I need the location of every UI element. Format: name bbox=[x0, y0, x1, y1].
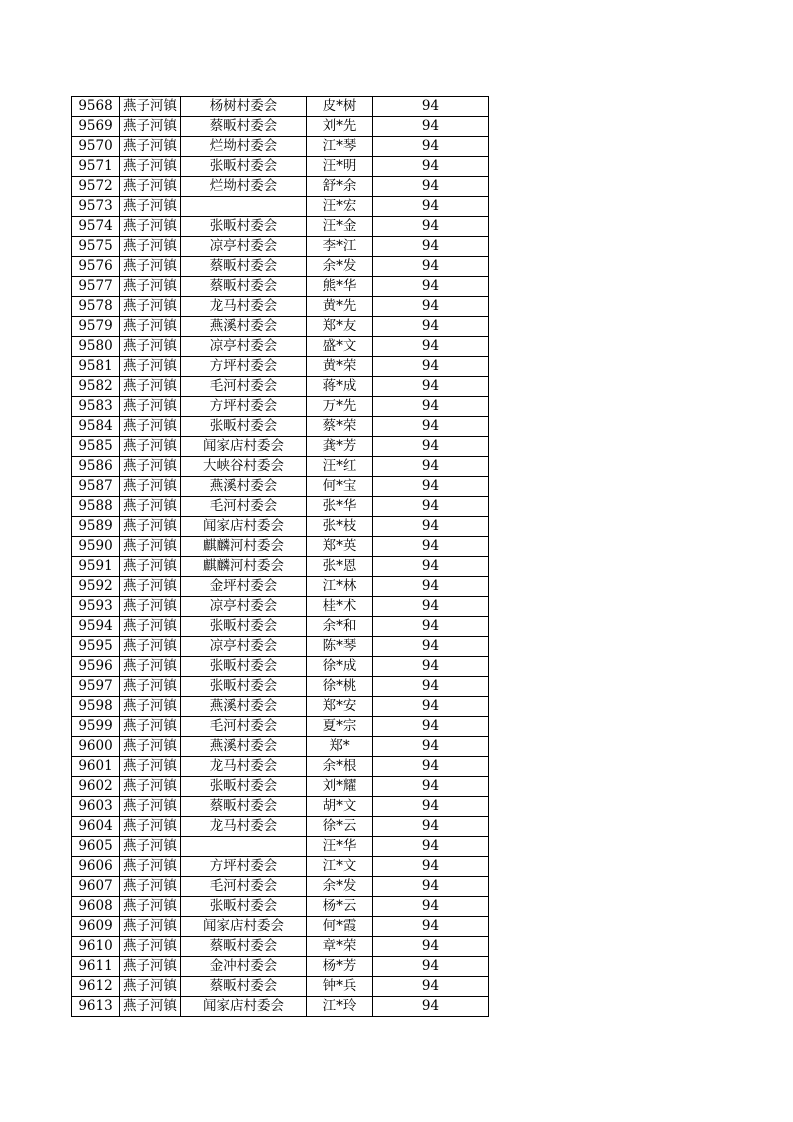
town-cell: 燕子河镇 bbox=[120, 97, 181, 117]
town-cell: 燕子河镇 bbox=[120, 917, 181, 937]
name-cell: 余*根 bbox=[307, 757, 373, 777]
town-cell: 燕子河镇 bbox=[120, 517, 181, 537]
name-cell: 桂*术 bbox=[307, 597, 373, 617]
village-cell: 大峡谷村委会 bbox=[181, 457, 307, 477]
town-cell: 燕子河镇 bbox=[120, 397, 181, 417]
score-cell: 94 bbox=[373, 317, 489, 337]
village-cell: 凉亭村委会 bbox=[181, 237, 307, 257]
name-cell: 江*文 bbox=[307, 857, 373, 877]
score-cell: 94 bbox=[373, 937, 489, 957]
table-row bbox=[72, 937, 489, 957]
village-cell: 龙马村委会 bbox=[181, 757, 307, 777]
village-cell: 闻家店村委会 bbox=[181, 997, 307, 1017]
village-cell: 燕溪村委会 bbox=[181, 697, 307, 717]
town-cell: 燕子河镇 bbox=[120, 677, 181, 697]
row-number: 9580 bbox=[72, 337, 120, 357]
village-cell: 烂坳村委会 bbox=[181, 137, 307, 157]
name-cell: 胡*文 bbox=[307, 797, 373, 817]
table-row bbox=[72, 357, 489, 377]
village-cell: 张畈村委会 bbox=[181, 657, 307, 677]
village-cell: 闻家店村委会 bbox=[181, 437, 307, 457]
score-cell: 94 bbox=[373, 597, 489, 617]
score-cell: 94 bbox=[373, 517, 489, 537]
row-number: 9600 bbox=[72, 737, 120, 757]
score-cell: 94 bbox=[373, 877, 489, 897]
row-number: 9610 bbox=[72, 937, 120, 957]
town-cell: 燕子河镇 bbox=[120, 217, 181, 237]
score-cell: 94 bbox=[373, 337, 489, 357]
town-cell: 燕子河镇 bbox=[120, 697, 181, 717]
town-cell: 燕子河镇 bbox=[120, 797, 181, 817]
row-number: 9602 bbox=[72, 777, 120, 797]
town-cell: 燕子河镇 bbox=[120, 757, 181, 777]
row-number: 9604 bbox=[72, 817, 120, 837]
village-cell: 蔡畈村委会 bbox=[181, 257, 307, 277]
data-table bbox=[71, 96, 489, 1017]
table-row bbox=[72, 617, 489, 637]
table-row bbox=[72, 717, 489, 737]
village-cell: 杨树村委会 bbox=[181, 97, 307, 117]
score-cell: 94 bbox=[373, 637, 489, 657]
row-number: 9569 bbox=[72, 117, 120, 137]
village-cell: 凉亭村委会 bbox=[181, 337, 307, 357]
table-row bbox=[72, 257, 489, 277]
town-cell: 燕子河镇 bbox=[120, 417, 181, 437]
score-cell: 94 bbox=[373, 497, 489, 517]
town-cell: 燕子河镇 bbox=[120, 317, 181, 337]
town-cell: 燕子河镇 bbox=[120, 597, 181, 617]
row-number: 9585 bbox=[72, 437, 120, 457]
village-cell: 蔡畈村委会 bbox=[181, 797, 307, 817]
score-cell: 94 bbox=[373, 277, 489, 297]
name-cell: 张*枝 bbox=[307, 517, 373, 537]
table-row bbox=[72, 157, 489, 177]
name-cell: 熊*华 bbox=[307, 277, 373, 297]
table-row bbox=[72, 817, 489, 837]
village-cell: 张畈村委会 bbox=[181, 897, 307, 917]
table-row bbox=[72, 97, 489, 117]
score-cell: 94 bbox=[373, 217, 489, 237]
village-cell: 麒麟河村委会 bbox=[181, 537, 307, 557]
table-row bbox=[72, 237, 489, 257]
table-row bbox=[72, 117, 489, 137]
score-cell: 94 bbox=[373, 237, 489, 257]
score-cell: 94 bbox=[373, 437, 489, 457]
name-cell: 汪*华 bbox=[307, 837, 373, 857]
row-number: 9601 bbox=[72, 757, 120, 777]
table-row bbox=[72, 917, 489, 937]
score-cell: 94 bbox=[373, 677, 489, 697]
name-cell: 江*琴 bbox=[307, 137, 373, 157]
town-cell: 燕子河镇 bbox=[120, 437, 181, 457]
table-row bbox=[72, 877, 489, 897]
score-cell: 94 bbox=[373, 777, 489, 797]
village-cell: 闻家店村委会 bbox=[181, 517, 307, 537]
town-cell: 燕子河镇 bbox=[120, 997, 181, 1017]
row-number: 9599 bbox=[72, 717, 120, 737]
table-row bbox=[72, 697, 489, 717]
score-cell: 94 bbox=[373, 837, 489, 857]
row-number: 9592 bbox=[72, 577, 120, 597]
town-cell: 燕子河镇 bbox=[120, 357, 181, 377]
town-cell: 燕子河镇 bbox=[120, 297, 181, 317]
village-cell: 毛河村委会 bbox=[181, 717, 307, 737]
row-number: 9607 bbox=[72, 877, 120, 897]
table-row bbox=[72, 177, 489, 197]
town-cell: 燕子河镇 bbox=[120, 497, 181, 517]
village-cell: 蔡畈村委会 bbox=[181, 937, 307, 957]
town-cell: 燕子河镇 bbox=[120, 977, 181, 997]
row-number: 9596 bbox=[72, 657, 120, 677]
table-row bbox=[72, 337, 489, 357]
name-cell: 徐*成 bbox=[307, 657, 373, 677]
name-cell: 郑* bbox=[307, 737, 373, 757]
village-cell: 方坪村委会 bbox=[181, 397, 307, 417]
score-cell: 94 bbox=[373, 537, 489, 557]
village-cell: 麒麟河村委会 bbox=[181, 557, 307, 577]
village-cell: 毛河村委会 bbox=[181, 377, 307, 397]
name-cell: 郑*英 bbox=[307, 537, 373, 557]
town-cell: 燕子河镇 bbox=[120, 957, 181, 977]
name-cell: 钟*兵 bbox=[307, 977, 373, 997]
town-cell: 燕子河镇 bbox=[120, 197, 181, 217]
row-number: 9572 bbox=[72, 177, 120, 197]
table-row bbox=[72, 897, 489, 917]
town-cell: 燕子河镇 bbox=[120, 877, 181, 897]
row-number: 9583 bbox=[72, 397, 120, 417]
table-row bbox=[72, 857, 489, 877]
row-number: 9574 bbox=[72, 217, 120, 237]
town-cell: 燕子河镇 bbox=[120, 777, 181, 797]
table-row bbox=[72, 737, 489, 757]
name-cell: 何*霞 bbox=[307, 917, 373, 937]
table-row bbox=[72, 577, 489, 597]
score-cell: 94 bbox=[373, 197, 489, 217]
town-cell: 燕子河镇 bbox=[120, 537, 181, 557]
name-cell: 蔡*荣 bbox=[307, 417, 373, 437]
town-cell: 燕子河镇 bbox=[120, 177, 181, 197]
table-row bbox=[72, 137, 489, 157]
name-cell: 陈*琴 bbox=[307, 637, 373, 657]
score-cell: 94 bbox=[373, 977, 489, 997]
village-cell: 蔡畈村委会 bbox=[181, 277, 307, 297]
row-number: 9590 bbox=[72, 537, 120, 557]
row-number: 9577 bbox=[72, 277, 120, 297]
row-number: 9594 bbox=[72, 617, 120, 637]
table-row bbox=[72, 437, 489, 457]
score-cell: 94 bbox=[373, 617, 489, 637]
name-cell: 汪*红 bbox=[307, 457, 373, 477]
score-cell: 94 bbox=[373, 897, 489, 917]
table-row bbox=[72, 637, 489, 657]
score-cell: 94 bbox=[373, 297, 489, 317]
village-cell: 毛河村委会 bbox=[181, 497, 307, 517]
name-cell: 张*恩 bbox=[307, 557, 373, 577]
town-cell: 燕子河镇 bbox=[120, 257, 181, 277]
table-row bbox=[72, 837, 489, 857]
village-cell: 闻家店村委会 bbox=[181, 917, 307, 937]
village-cell: 龙马村委会 bbox=[181, 297, 307, 317]
town-cell: 燕子河镇 bbox=[120, 337, 181, 357]
table-row bbox=[72, 497, 489, 517]
village-cell: 凉亭村委会 bbox=[181, 597, 307, 617]
name-cell: 余*发 bbox=[307, 257, 373, 277]
score-cell: 94 bbox=[373, 797, 489, 817]
village-cell: 方坪村委会 bbox=[181, 357, 307, 377]
village-cell: 张畈村委会 bbox=[181, 777, 307, 797]
row-number: 9575 bbox=[72, 237, 120, 257]
village-cell: 张畈村委会 bbox=[181, 417, 307, 437]
name-cell: 万*先 bbox=[307, 397, 373, 417]
row-number: 9593 bbox=[72, 597, 120, 617]
name-cell: 余*和 bbox=[307, 617, 373, 637]
row-number: 9588 bbox=[72, 497, 120, 517]
village-cell bbox=[181, 197, 307, 217]
table-row bbox=[72, 477, 489, 497]
score-cell: 94 bbox=[373, 417, 489, 437]
row-number: 9606 bbox=[72, 857, 120, 877]
table-row bbox=[72, 977, 489, 997]
name-cell: 黄*先 bbox=[307, 297, 373, 317]
score-cell: 94 bbox=[373, 737, 489, 757]
table-row bbox=[72, 217, 489, 237]
score-cell: 94 bbox=[373, 477, 489, 497]
table-row bbox=[72, 397, 489, 417]
table-row bbox=[72, 417, 489, 437]
score-cell: 94 bbox=[373, 377, 489, 397]
score-cell: 94 bbox=[373, 117, 489, 137]
row-number: 9612 bbox=[72, 977, 120, 997]
village-cell: 张畈村委会 bbox=[181, 617, 307, 637]
table-row bbox=[72, 957, 489, 977]
table-body bbox=[72, 97, 489, 1017]
town-cell: 燕子河镇 bbox=[120, 277, 181, 297]
name-cell: 郑*友 bbox=[307, 317, 373, 337]
village-cell: 方坪村委会 bbox=[181, 857, 307, 877]
village-cell: 蔡畈村委会 bbox=[181, 977, 307, 997]
name-cell: 汪*明 bbox=[307, 157, 373, 177]
village-cell: 金坪村委会 bbox=[181, 577, 307, 597]
town-cell: 燕子河镇 bbox=[120, 477, 181, 497]
table-row bbox=[72, 317, 489, 337]
name-cell: 杨*云 bbox=[307, 897, 373, 917]
row-number: 9581 bbox=[72, 357, 120, 377]
town-cell: 燕子河镇 bbox=[120, 557, 181, 577]
town-cell: 燕子河镇 bbox=[120, 137, 181, 157]
table-row bbox=[72, 997, 489, 1017]
row-number: 9586 bbox=[72, 457, 120, 477]
town-cell: 燕子河镇 bbox=[120, 237, 181, 257]
table-row bbox=[72, 657, 489, 677]
town-cell: 燕子河镇 bbox=[120, 817, 181, 837]
village-cell: 张畈村委会 bbox=[181, 157, 307, 177]
score-cell: 94 bbox=[373, 717, 489, 737]
row-number: 9576 bbox=[72, 257, 120, 277]
table-row bbox=[72, 457, 489, 477]
row-number: 9611 bbox=[72, 957, 120, 977]
score-cell: 94 bbox=[373, 177, 489, 197]
town-cell: 燕子河镇 bbox=[120, 377, 181, 397]
table-row bbox=[72, 377, 489, 397]
village-cell: 烂坳村委会 bbox=[181, 177, 307, 197]
row-number: 9603 bbox=[72, 797, 120, 817]
name-cell: 汪*金 bbox=[307, 217, 373, 237]
table-row bbox=[72, 777, 489, 797]
score-cell: 94 bbox=[373, 697, 489, 717]
score-cell: 94 bbox=[373, 457, 489, 477]
town-cell: 燕子河镇 bbox=[120, 897, 181, 917]
table-row bbox=[72, 537, 489, 557]
score-cell: 94 bbox=[373, 97, 489, 117]
row-number: 9571 bbox=[72, 157, 120, 177]
score-cell: 94 bbox=[373, 997, 489, 1017]
name-cell: 龚*芳 bbox=[307, 437, 373, 457]
name-cell: 李*江 bbox=[307, 237, 373, 257]
name-cell: 章*荣 bbox=[307, 937, 373, 957]
name-cell: 江*玲 bbox=[307, 997, 373, 1017]
row-number: 9587 bbox=[72, 477, 120, 497]
table-row bbox=[72, 757, 489, 777]
village-cell: 金冲村委会 bbox=[181, 957, 307, 977]
town-cell: 燕子河镇 bbox=[120, 637, 181, 657]
score-cell: 94 bbox=[373, 577, 489, 597]
village-cell: 蔡畈村委会 bbox=[181, 117, 307, 137]
row-number: 9591 bbox=[72, 557, 120, 577]
village-cell: 张畈村委会 bbox=[181, 677, 307, 697]
name-cell: 江*林 bbox=[307, 577, 373, 597]
table-row bbox=[72, 277, 489, 297]
town-cell: 燕子河镇 bbox=[120, 737, 181, 757]
name-cell: 黄*荣 bbox=[307, 357, 373, 377]
row-number: 9605 bbox=[72, 837, 120, 857]
row-number: 9608 bbox=[72, 897, 120, 917]
name-cell: 夏*宗 bbox=[307, 717, 373, 737]
score-cell: 94 bbox=[373, 137, 489, 157]
row-number: 9570 bbox=[72, 137, 120, 157]
score-cell: 94 bbox=[373, 917, 489, 937]
score-cell: 94 bbox=[373, 817, 489, 837]
row-number: 9582 bbox=[72, 377, 120, 397]
table-row bbox=[72, 297, 489, 317]
town-cell: 燕子河镇 bbox=[120, 657, 181, 677]
village-cell bbox=[181, 837, 307, 857]
row-number: 9613 bbox=[72, 997, 120, 1017]
score-cell: 94 bbox=[373, 757, 489, 777]
name-cell: 舒*余 bbox=[307, 177, 373, 197]
name-cell: 蒋*成 bbox=[307, 377, 373, 397]
town-cell: 燕子河镇 bbox=[120, 837, 181, 857]
name-cell: 余*发 bbox=[307, 877, 373, 897]
town-cell: 燕子河镇 bbox=[120, 857, 181, 877]
row-number: 9578 bbox=[72, 297, 120, 317]
name-cell: 徐*云 bbox=[307, 817, 373, 837]
row-number: 9573 bbox=[72, 197, 120, 217]
score-cell: 94 bbox=[373, 397, 489, 417]
table-row bbox=[72, 197, 489, 217]
town-cell: 燕子河镇 bbox=[120, 117, 181, 137]
table-row bbox=[72, 557, 489, 577]
village-cell: 龙马村委会 bbox=[181, 817, 307, 837]
village-cell: 张畈村委会 bbox=[181, 217, 307, 237]
score-cell: 94 bbox=[373, 657, 489, 677]
name-cell: 刘*耀 bbox=[307, 777, 373, 797]
name-cell: 徐*桃 bbox=[307, 677, 373, 697]
table-row bbox=[72, 597, 489, 617]
row-number: 9589 bbox=[72, 517, 120, 537]
row-number: 9595 bbox=[72, 637, 120, 657]
score-cell: 94 bbox=[373, 557, 489, 577]
village-cell: 毛河村委会 bbox=[181, 877, 307, 897]
town-cell: 燕子河镇 bbox=[120, 717, 181, 737]
score-cell: 94 bbox=[373, 957, 489, 977]
town-cell: 燕子河镇 bbox=[120, 937, 181, 957]
name-cell: 郑*安 bbox=[307, 697, 373, 717]
name-cell: 杨*芳 bbox=[307, 957, 373, 977]
table-row bbox=[72, 677, 489, 697]
village-cell: 燕溪村委会 bbox=[181, 737, 307, 757]
row-number: 9579 bbox=[72, 317, 120, 337]
row-number: 9597 bbox=[72, 677, 120, 697]
town-cell: 燕子河镇 bbox=[120, 457, 181, 477]
table-row bbox=[72, 797, 489, 817]
table-row bbox=[72, 517, 489, 537]
row-number: 9609 bbox=[72, 917, 120, 937]
name-cell: 汪*宏 bbox=[307, 197, 373, 217]
row-number: 9568 bbox=[72, 97, 120, 117]
name-cell: 盛*文 bbox=[307, 337, 373, 357]
row-number: 9598 bbox=[72, 697, 120, 717]
name-cell: 何*宝 bbox=[307, 477, 373, 497]
town-cell: 燕子河镇 bbox=[120, 577, 181, 597]
village-cell: 燕溪村委会 bbox=[181, 317, 307, 337]
town-cell: 燕子河镇 bbox=[120, 157, 181, 177]
score-cell: 94 bbox=[373, 157, 489, 177]
village-cell: 燕溪村委会 bbox=[181, 477, 307, 497]
row-number: 9584 bbox=[72, 417, 120, 437]
town-cell: 燕子河镇 bbox=[120, 617, 181, 637]
score-cell: 94 bbox=[373, 357, 489, 377]
score-cell: 94 bbox=[373, 257, 489, 277]
name-cell: 皮*树 bbox=[307, 97, 373, 117]
name-cell: 刘*先 bbox=[307, 117, 373, 137]
score-cell: 94 bbox=[373, 857, 489, 877]
name-cell: 张*华 bbox=[307, 497, 373, 517]
village-cell: 凉亭村委会 bbox=[181, 637, 307, 657]
